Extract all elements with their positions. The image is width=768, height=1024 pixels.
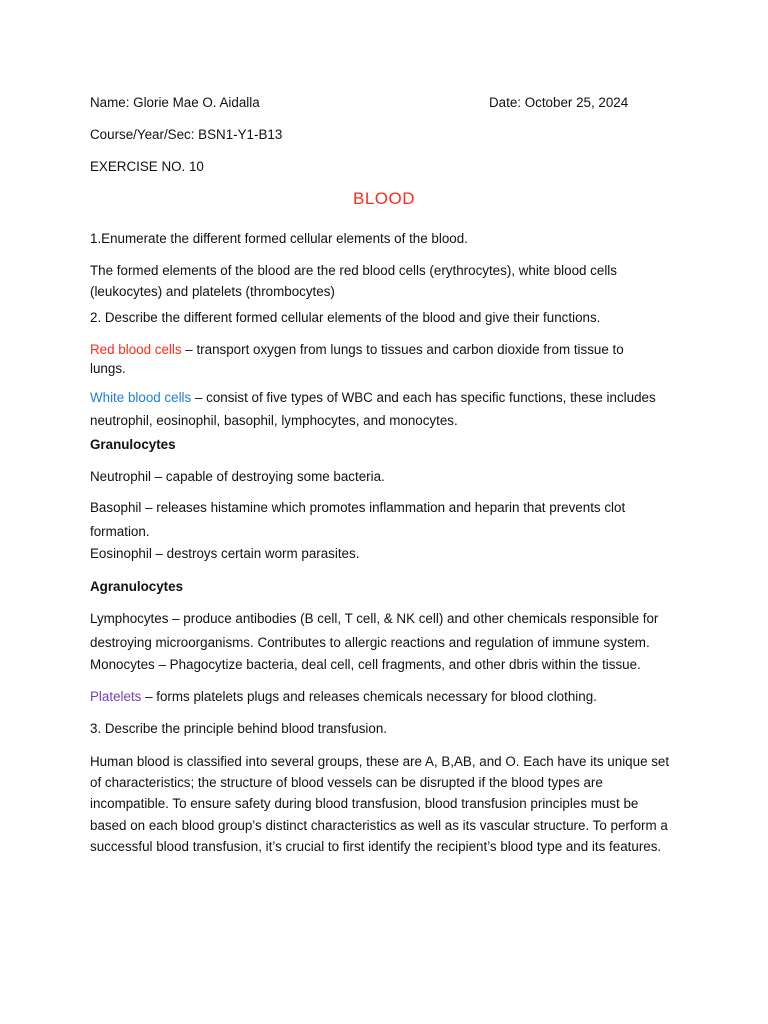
exercise-number: EXERCISE NO. 10 <box>90 159 204 174</box>
lymphocytes-line-1: Lymphocytes – produce antibodies (B cell, T cell, & NK cell) and other chemicals responsible for <box>90 611 659 626</box>
monocytes-text: Monocytes – Phagocytize bacteria, deal cell, cell fragments, and other dbris within the tissue. <box>90 657 641 672</box>
course-year-section: Course/Year/Sec: BSN1-Y1-B13 <box>90 127 283 142</box>
agranulocytes-heading: Agranulocytes <box>90 579 184 594</box>
answer-1-line-2: (leukocytes) and platelets (thrombocytes) <box>90 284 335 299</box>
rbc-line-2: lungs. <box>90 361 126 376</box>
platelets-description: – forms platelets plugs and releases chemicals necessary for blood clothing. <box>141 689 597 704</box>
granulocytes-heading: Granulocytes <box>90 437 176 452</box>
question-1: 1.Enumerate the different formed cellular elements of the blood. <box>90 231 468 246</box>
question-2: 2. Describe the different formed cellular elements of the blood and give their functions. <box>90 310 601 325</box>
answer-3-line-5: successful blood transfusion, it’s crucial to first identify the recipient’s blood type and its features. <box>90 839 662 854</box>
question-3: 3. Describe the principle behind blood transfusion. <box>90 721 388 736</box>
wbc-line-2: neutrophil, eosinophil, basophil, lymphocytes, and monocytes. <box>90 413 458 428</box>
student-name: Name: Glorie Mae O. Aidalla <box>90 95 260 110</box>
eosinophil-text: Eosinophil – destroys certain worm parasites. <box>90 546 360 561</box>
wbc-line-1 <box>90 389 656 407</box>
lymphocytes-line-2: destroying microorganisms. Contributes to allergic reactions and regulation of immune system. <box>90 635 650 650</box>
platelets-line <box>90 688 597 706</box>
basophil-line-1: Basophil – releases histamine which promotes inflammation and heparin that prevents clot <box>90 500 626 515</box>
rbc-term: Red blood cells <box>90 342 182 357</box>
submission-date: Date: October 25, 2024 <box>489 95 629 110</box>
platelets-term: Platelets <box>90 689 142 704</box>
neutrophil-text: Neutrophil – capable of destroying some bacteria. <box>90 469 385 484</box>
document-title: BLOOD <box>352 189 416 208</box>
answer-3-line-4: based on each blood group’s distinct characteristics as well as its vascular structure. To perform a <box>90 818 668 833</box>
wbc-term: White blood cells <box>90 390 192 405</box>
wbc-description: – consist of five types of WBC and each has specific functions, these includes <box>191 390 656 405</box>
basophil-line-2: formation. <box>90 524 150 539</box>
answer-1-line-1: The formed elements of the blood are the red blood cells (erythrocytes), white blood cells <box>90 263 617 278</box>
rbc-line-1 <box>90 341 624 359</box>
answer-3-line-1: Human blood is classified into several groups, these are A, B,AB, and O. Each have its unique set <box>90 754 670 769</box>
answer-3-line-3: incompatible. To ensure safety during blood transfusion, blood transfusion principles must be <box>90 796 639 811</box>
answer-3-line-2: of characteristics; the structure of blood vessels can be disrupted if the blood types are <box>90 775 603 790</box>
rbc-description: – transport oxygen from lungs to tissues and carbon dioxide from tissue to <box>181 342 624 357</box>
